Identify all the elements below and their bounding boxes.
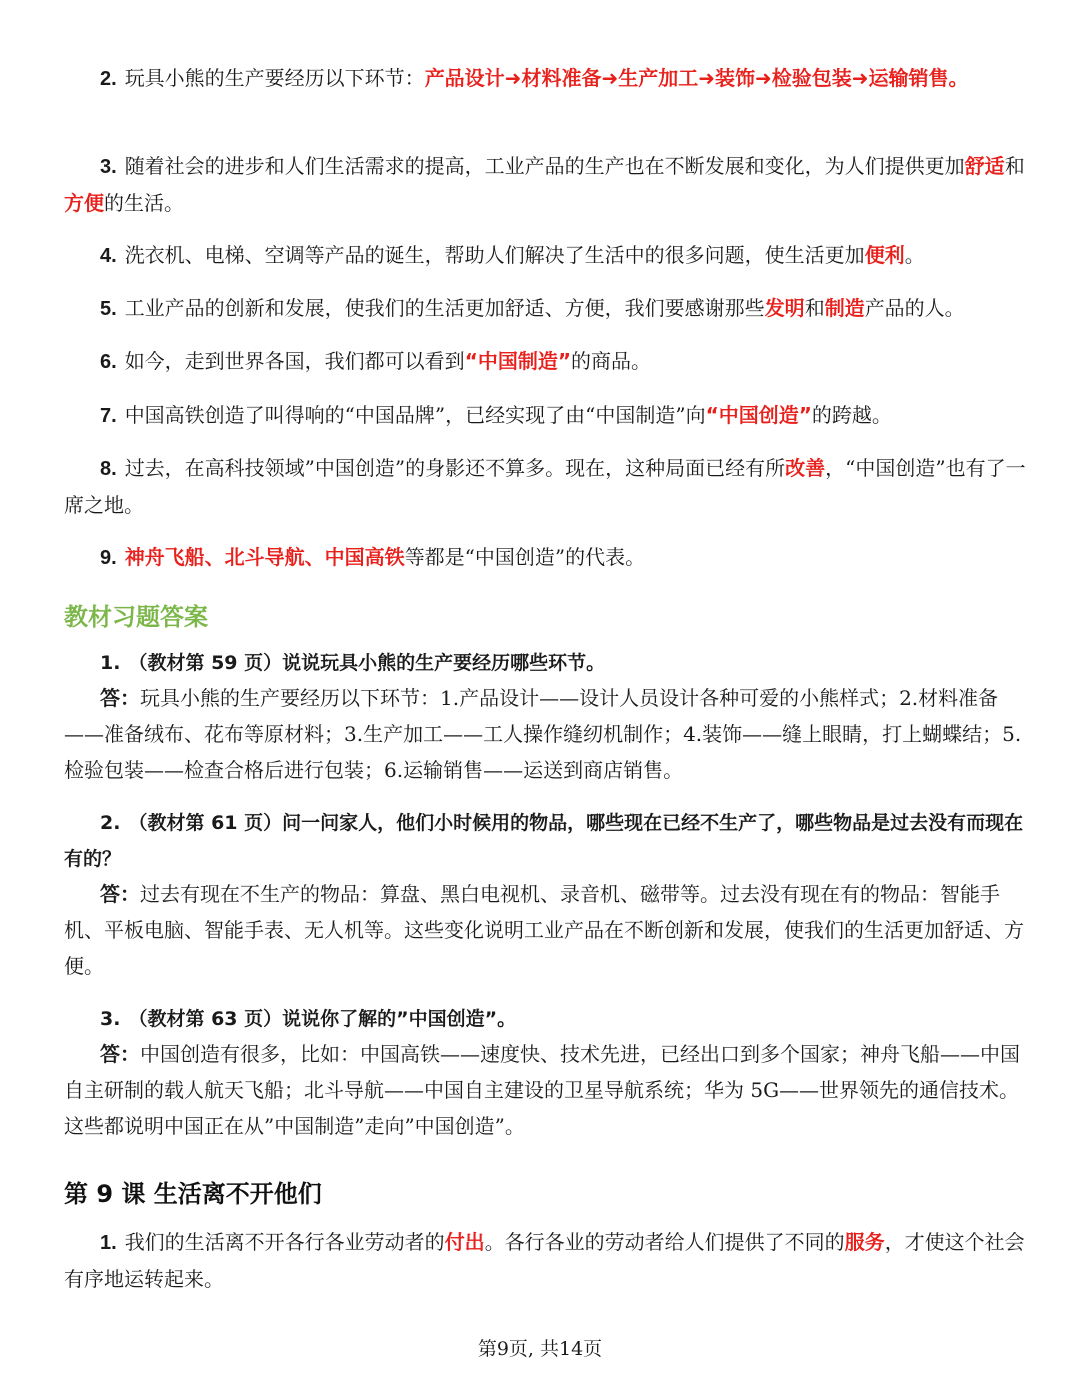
item-text: ，“中国创造”也有了一席之地。 — [64, 456, 1026, 517]
highlight-text: 制造 — [824, 296, 865, 320]
answer-text: 玩具小熊的生产要经历以下环节：1.产品设计——设计人员设计各种可爱的小熊样式；2.材料准备——准备绒布、花布等原材料；3.生产加工——工人操作缝纫机制作；4.装饰——缝上眼睛，打上蝴蝶结；5.检验包装——检查合格后进行包装；6.运输销售——运送到商店销售。 — [64, 686, 1022, 782]
item-text: 产品的人。 — [864, 296, 965, 320]
highlight-text: “中国创造” — [705, 403, 812, 427]
list-item — [64, 343, 1034, 380]
list-item — [64, 60, 1034, 97]
item-number: 2. — [100, 68, 117, 90]
list-item — [64, 290, 1034, 327]
item-text: 如今，走到世界各国，我们都可以看到 — [124, 349, 465, 373]
highlight-text: 改善 — [785, 456, 826, 480]
item-number: 5. — [100, 298, 117, 320]
item-number: 8. — [100, 458, 117, 480]
question-text: （教材第 61 页）问一问家人，他们小时候用的物品，哪些现在已经不生产了，哪些物品是过去没有而现在有的？ — [64, 812, 1024, 870]
item-text: 我们的生活离不开各行各业劳动者的 — [124, 1230, 445, 1254]
list-item — [64, 397, 1034, 434]
list-item — [64, 450, 1034, 523]
section-heading: 教材习题答案 — [64, 603, 208, 631]
question — [64, 805, 1034, 877]
question-number: 2. — [100, 812, 121, 834]
item-text: 。各行各业的劳动者给人们提供了不同的 — [484, 1230, 845, 1254]
item-text: 的生活。 — [104, 191, 184, 215]
answer — [64, 680, 1034, 788]
page-footer: 第9页, 共14页 — [477, 1338, 603, 1360]
answer-label: 答： — [100, 882, 140, 906]
list-item — [64, 1224, 1034, 1297]
highlight-text: 神舟飞船、北斗导航、中国高铁 — [124, 545, 405, 569]
item-text: 。 — [904, 243, 925, 267]
highlight-text: 付出 — [444, 1230, 485, 1254]
item-text: 过去，在高科技领域”中国创造”的身影还不算多。现在，这种局面已经有所 — [124, 456, 786, 480]
answer — [64, 876, 1034, 984]
highlight-text: 发明 — [764, 296, 805, 320]
highlight-text: 便利 — [864, 243, 905, 267]
item-text: 等都是“中国创造”的代表。 — [404, 545, 646, 569]
answer-label: 答： — [100, 1042, 140, 1066]
highlight-text: 舒适 — [964, 154, 1005, 178]
item-number: 3. — [100, 156, 117, 178]
item-text: ，才使这个社会有序地运转起来。 — [64, 1230, 1025, 1291]
list-item — [64, 148, 1034, 221]
lesson-heading: 第 9 课 生活离不开他们 — [64, 1180, 322, 1208]
highlight-text: 方便 — [64, 191, 104, 215]
list-item — [64, 237, 1034, 274]
item-number: 6. — [100, 351, 117, 373]
answer-label: 答： — [100, 686, 140, 710]
item-text: 工业产品的创新和发展，使我们的生活更加舒适、方便，我们要感谢那些 — [124, 296, 765, 320]
item-text: 中国高铁创造了叫得响的“中国品牌”，已经实现了由“中国制造”向 — [124, 403, 706, 427]
item-text: 随着社会的进步和人们生活需求的提高，工业产品的生产也在不断发展和变化，为人们提供更加 — [124, 154, 965, 178]
question-number: 3. — [100, 1008, 121, 1030]
item-number: 1. — [100, 1232, 117, 1254]
highlight-text: 服务 — [844, 1230, 885, 1254]
answer-text: 中国创造有很多，比如：中国高铁——速度快、技术先进，已经出口到多个国家；神舟飞船——中国自主研制的载人航天飞船；北斗导航——中国自主建设的卫星导航系统；华为 5G——世界领先的通信技术。这些都说明中国正在从”中国制造”走向”中国创造”。 — [64, 1042, 1020, 1138]
question — [64, 645, 1034, 681]
question-text: （教材第 63 页）说说你了解的”中国创造”。 — [128, 1008, 517, 1030]
item-number: 9. — [100, 547, 117, 569]
question-text: （教材第 59 页）说说玩具小熊的生产要经历哪些环节。 — [128, 652, 606, 674]
answer-text: 过去有现在不生产的物品：算盘、黑白电视机、录音机、磁带等。过去没有现在有的物品：智能手机、平板电脑、智能手表、无人机等。这些变化说明工业产品在不断创新和发展，使我们的生活更加舒适、方便。 — [64, 882, 1024, 978]
item-text: 洗衣机、电梯、空调等产品的诞生，帮助人们解决了生活中的很多问题，使生活更加 — [124, 243, 865, 267]
item-text: 玩具小熊的生产要经历以下环节： — [124, 66, 425, 90]
question — [64, 1001, 1034, 1037]
highlight-text: “中国制造” — [464, 349, 571, 373]
item-text: 和 — [804, 296, 825, 320]
item-text: 的商品。 — [570, 349, 651, 373]
question-number: 1. — [100, 652, 121, 674]
item-text: 的跨越。 — [811, 403, 892, 427]
highlight-text: 产品设计➜材料准备➜生产加工➜装饰➜检验包装➜运输销售。 — [424, 66, 969, 90]
item-text: 和 — [1004, 154, 1025, 178]
list-item — [64, 539, 1034, 576]
item-number: 4. — [100, 245, 117, 267]
item-number: 7. — [100, 405, 117, 427]
answer — [64, 1036, 1034, 1144]
